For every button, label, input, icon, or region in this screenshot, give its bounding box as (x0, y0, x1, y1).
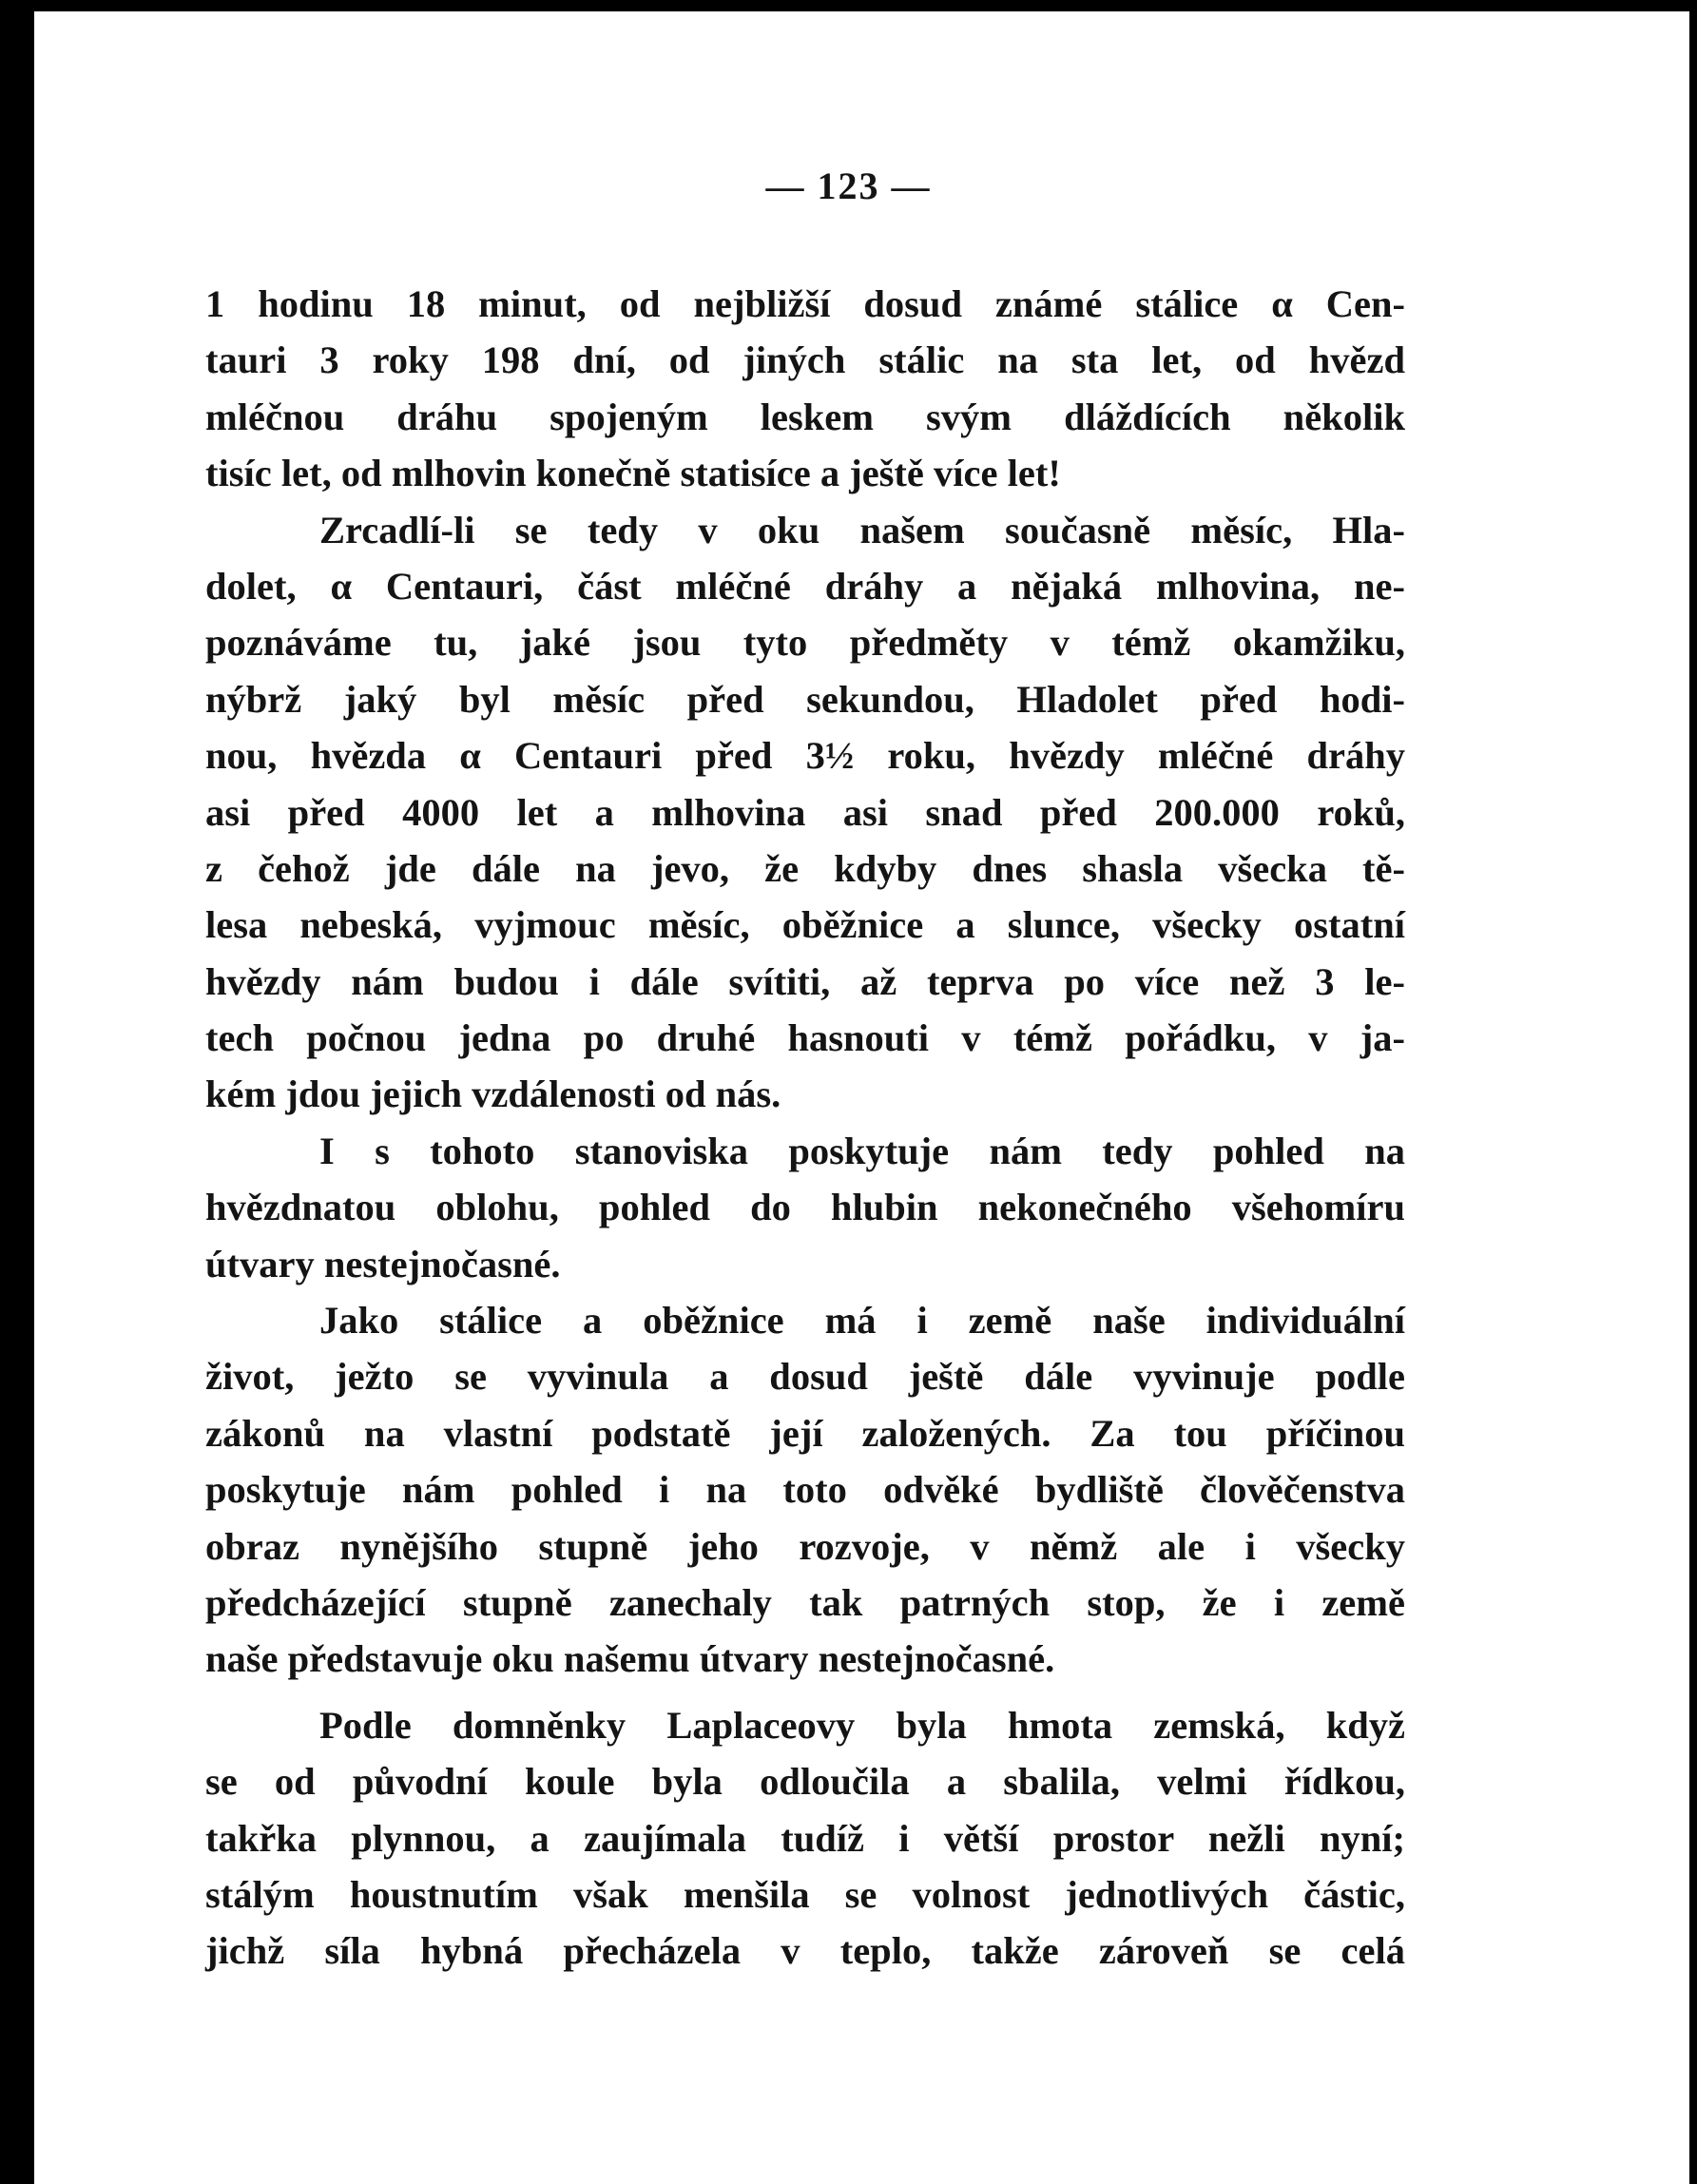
text-line: tauri 3 roky 198 dní, od jiných stálic na sta let, od hvězd (205, 338, 1405, 382)
text-line: jichž síla hybná přecházela v teplo, takže zároveň se celá (205, 1929, 1405, 1973)
text-line: z čehož jde dále na jevo, že kdyby dnes shasla všecka tě- (205, 846, 1405, 890)
text-line: nýbrž jaký byl měsíc před sekundou, Hladolet před hodi- (205, 677, 1405, 721)
text-line: poskytuje nám pohled i na toto odvěké bydliště člověčenstva (205, 1468, 1405, 1512)
text-line: lesa nebeská, vyjmouc měsíc, oběžnice a slunce, všecky ostatní (205, 903, 1405, 947)
text-line: útvary nestejnočasné. (205, 1242, 561, 1285)
paragraph-start-line: Jako stálice a oběžnice má i země naše individuální (319, 1299, 1405, 1343)
text-line: hvězdy nám budou i dále svítiti, až teprva po více než 3 le- (205, 959, 1405, 1003)
text-line: hvězdnatou oblohu, pohled do hlubin nekonečného všehomíru (205, 1186, 1405, 1229)
text-line: život, ježto se vyvinula a dosud ještě dále vyvinuje podle (205, 1355, 1405, 1399)
text-line: se od původní koule byla odloučila a sbalila, velmi řídkou, (205, 1760, 1405, 1804)
text-line: poznáváme tu, jaké jsou tyto předměty v témž okamžiku, (205, 621, 1405, 665)
text-line: obraz nynějšího stupně jeho rozvoje, v němž ale i všecky (205, 1524, 1405, 1568)
scan-top-edge (0, 0, 1697, 11)
body-text (205, 276, 1405, 1980)
text-line: předcházející stupně zanechaly tak patrných stop, že i země (205, 1580, 1405, 1624)
text-line: mléčnou dráhu spojeným leskem svým dláždících několik (205, 395, 1405, 438)
text-line: dolet, α Centauri, část mléčné dráhy a nějaká mlhovina, ne- (205, 564, 1405, 608)
text-line: zákonů na vlastní podstatě její založených. Za tou příčinou (205, 1411, 1405, 1455)
page-number: — 123 — (765, 164, 932, 207)
text-line: tisíc let, od mlhovin konečně statisíce a ještě více let! (205, 452, 1061, 495)
paragraph-start-line: Zrcadlí-li se tedy v oku našem současně měsíc, Hla- (319, 508, 1405, 551)
text-line: takřka plynnou, a zaujímala tudíž i větší prostor nežli nyní; (205, 1816, 1405, 1860)
scan-left-edge (0, 0, 34, 2184)
text-line: kém jdou jejich vzdálenosti od nás. (205, 1073, 781, 1116)
text-line: stálým houstnutím však menšila se volnost jednotlivých částic, (205, 1872, 1405, 1916)
scan-right-edge (1689, 0, 1697, 2184)
text-line: nou, hvězda α Centauri před 3½ roku, hvězdy mléčné dráhy (205, 734, 1405, 778)
text-line: tech počnou jedna po druhé hasnouti v témž pořádku, v ja- (205, 1016, 1405, 1060)
text-line: 1 hodinu 18 minut, od nejbližší dosud známé stálice α Cen- (205, 282, 1405, 325)
paragraph-start-line: I s tohoto stanoviska poskytuje nám tedy pohled na (319, 1129, 1405, 1172)
text-line: naše představuje oku našemu útvary nestejnočasné. (205, 1637, 1055, 1681)
paragraph-start-line: Podle domněnky Laplaceovy byla hmota zemská, když (319, 1703, 1405, 1747)
text-line: asi před 4000 let a mlhovina asi snad před 200.000 roků, (205, 790, 1405, 834)
